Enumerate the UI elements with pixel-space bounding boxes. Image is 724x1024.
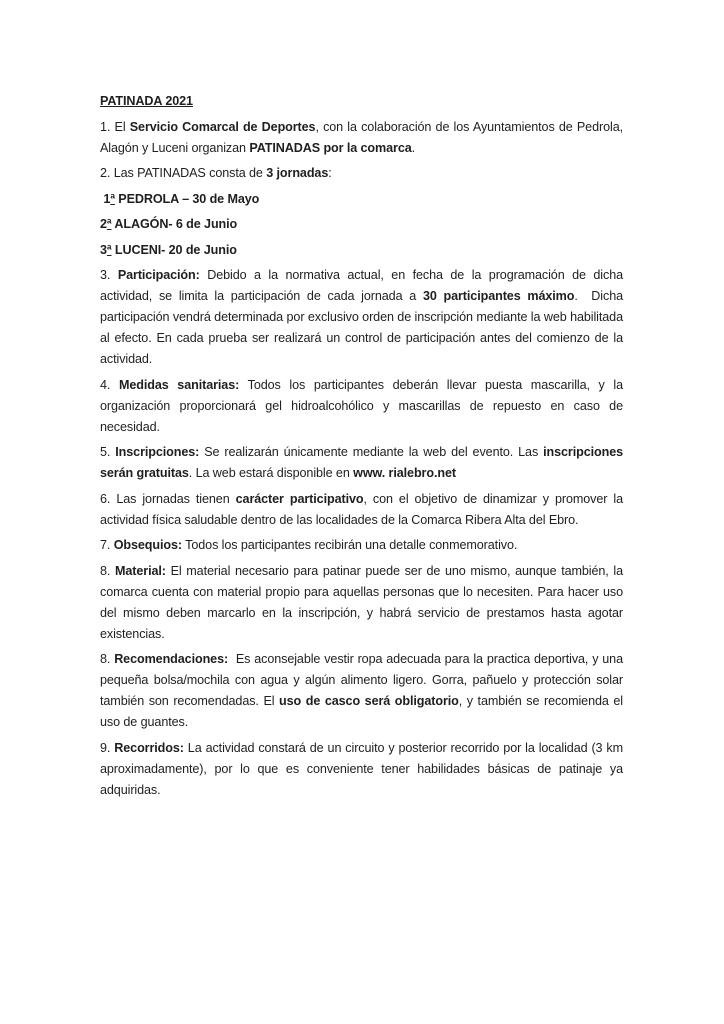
text-run: 8. [100, 563, 115, 578]
text-run: 1. El [100, 119, 130, 134]
text-run: Es aconsejable vestir ropa adecuada para la practica deportiva, y una pequeña bolsa/mochila con agua y algún alimento ligero. Gorra, pañuelo y protección solar también son recomendadas. El [100, 652, 623, 708]
text-run: Se realizarán únicamente mediante la web del evento. Las [199, 445, 544, 459]
text-run: . Dicha participación vendrá determinada por exclusivo orden de inscripción mediante la web habilitada al efecto. En cada prueba ser realizará un control de participación antes del comienzo de la actividad. [100, 289, 624, 366]
text-run: ª [110, 191, 115, 206]
paragraph-inscripciones [100, 442, 623, 484]
text-run: www. rialebro.net [353, 466, 456, 480]
text-run: : [328, 166, 332, 180]
paragraph-recomendaciones [100, 649, 623, 733]
text-run: PEDROLA – 30 de Mayo [114, 191, 260, 206]
text-run: ª [106, 217, 112, 231]
text-run: Recorridos: [114, 740, 184, 755]
text-run: ª [106, 242, 112, 257]
text-run: PATINADA 2021 [100, 94, 193, 108]
paragraph-jornada-1 [100, 189, 623, 210]
document-content [100, 91, 623, 801]
paragraph-obsequios [100, 535, 623, 556]
text-run: 7. [100, 538, 114, 552]
text-run: Participación: [117, 268, 200, 282]
text-run: inscripciones serán gratuitas [100, 445, 624, 480]
paragraph-caracter [100, 489, 623, 531]
text-run: 3 jornadas [266, 166, 329, 180]
text-run: , y también se recomienda el uso de guantes. [100, 694, 623, 729]
text-run: 5. [100, 445, 116, 459]
text-run: uso de casco será obligatorio [279, 694, 459, 708]
text-run: Todos los participantes recibirán una detalle conmemorativo. [181, 538, 518, 552]
text-run: 6. Las jornadas tienen [100, 491, 236, 506]
text-run: 30 participantes máximo [422, 289, 575, 303]
paragraph-jornada-3 [100, 240, 623, 261]
text-run: 2 [100, 217, 107, 231]
text-run: Todos los participantes deberán llevar puesta mascarilla, y la organización proporcionará gel hidroalcohólico y mascarillas de repuesto en caso de necesidad. [100, 377, 623, 434]
text-run: PATINADAS por la comarca [249, 140, 412, 155]
document-title [100, 91, 623, 112]
text-run: 1 [100, 191, 111, 206]
text-run: , con el objetivo de dinamizar y promover la actividad física saludable dentro de las localidades de la Comarca Ribera Alta del Ebro. [100, 491, 623, 527]
text-run: Obsequios: [113, 538, 182, 552]
text-run: 2. Las PATINADAS consta de [100, 166, 267, 180]
text-run: 4. [100, 377, 119, 392]
text-run: Inscripciones: [115, 445, 200, 459]
text-run: La actividad constará de un circuito y posterior recorrido por la localidad (3 km aproximadamente), por lo que es conveniente tener habilidades básicas de patinaje ya adquiridas. [100, 740, 623, 797]
text-run: Servicio Comarcal de Deportes [129, 119, 316, 134]
text-run: Recomendaciones: [114, 652, 229, 666]
text-run: 9. [100, 740, 115, 755]
text-run: 3 [100, 242, 107, 257]
text-run: Medidas sanitarias: [118, 377, 240, 392]
text-run: 3. [100, 268, 118, 282]
text-run: Debido a la normativa actual, en fecha de la programación de dicha actividad, se limita la participación de cada jornada a [100, 268, 624, 303]
paragraph-jornada-2 [100, 214, 623, 235]
text-run: El material necesario para patinar puede ser de uno mismo, aunque también, la comarca cuenta con material propio para aquellas personas que lo necesiten. Para hacer uso del mismo deben marcarlo en la inscripción, y habrá servicio de prestamos hasta agotar existencias. [100, 563, 623, 641]
text-run: LUCENI- 20 de Junio [111, 242, 237, 257]
text-run: Material: [115, 563, 166, 578]
text-run: . [411, 140, 416, 155]
paragraph-jornadas-intro [100, 163, 623, 184]
text-run: 8. [100, 652, 115, 666]
paragraph-recorridos [100, 738, 623, 801]
paragraph-medidas-sanitarias [100, 375, 623, 438]
text-run: ALAGÓN- 6 de Junio [111, 217, 238, 231]
paragraph-material [100, 561, 623, 645]
text-run: carácter participativo [235, 491, 364, 506]
text-run: , con la colaboración de los Ayuntamientos de Pedrola, Alagón y Luceni organizan [100, 119, 623, 155]
paragraph-participacion [100, 265, 623, 370]
paragraph-organizers [100, 117, 623, 159]
text-run: . La web estará disponible en [188, 466, 354, 480]
